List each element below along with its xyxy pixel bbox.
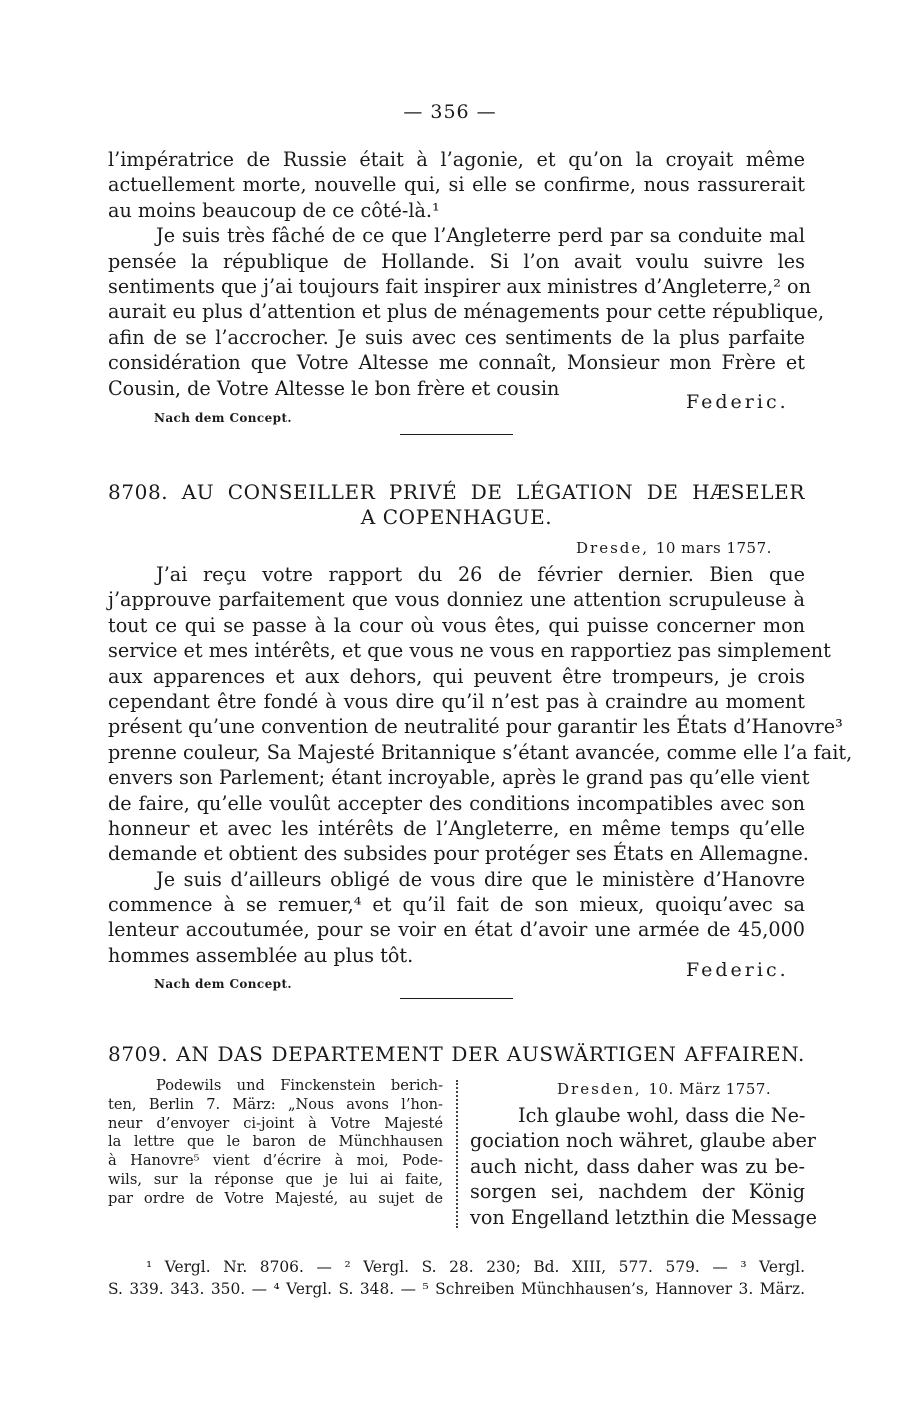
text-line: commence à se remuer,⁴ et qu’il fait de son mieux, quoiqu’avec sa [108, 893, 805, 917]
page-number: — 356 — [403, 101, 497, 123]
text-line: auch nicht, dass daher was zu be- [470, 1154, 805, 1178]
continuation-text [108, 147, 825, 401]
text-line: la lettre que le baron de Münchhausen [108, 1133, 443, 1151]
dateline-place: Dresden, [557, 1080, 642, 1098]
dateline-place: Dresde, [576, 539, 650, 557]
text-line: Je suis d’ailleurs obligé de vous dire que le ministère d’Hanovre [156, 867, 805, 891]
text-line: wils, sur la réponse que je lui ai faite, [108, 1170, 443, 1188]
footnotes [108, 1256, 805, 1300]
text-line: afin de se l’accrocher. Je suis avec ces sentiments de la plus parfaite [108, 325, 805, 349]
dateline-date: 10. März 1757. [648, 1080, 772, 1098]
text-line: de faire, qu’elle voulût accepter des conditions incompatibles avec son [108, 791, 805, 815]
dateline [576, 539, 772, 557]
text-line: considération que Votre Altesse me connaît, Monsieur mon Frère et [108, 351, 805, 375]
text-line: neur d’envoyer ci-joint à Votre Majesté [108, 1114, 443, 1132]
text-line: hommes assemblée au plus tôt. [108, 943, 414, 967]
text-line: Ich glaube wohl, dass die Ne- [518, 1104, 806, 1127]
dateline-date: 10 mars 1757. [655, 539, 772, 557]
heading-line: 8709. AN DAS DEPARTEMENT DER AUSWÄRTIGEN AFFAIREN. [108, 1042, 805, 1066]
text-line: Podewils und Finckenstein berich- [156, 1077, 443, 1094]
footnote-line: S. 339. 343. 350. — ⁴ Vergl. S. 348. — ⁵ Schreiben Münchhausen’s, Hannover 3. März. [108, 1280, 805, 1298]
text-line: sorgen sei, nachdem der König [470, 1180, 805, 1204]
text-line: gociation noch währet, glaube aber [470, 1129, 816, 1153]
text-line: sentiments que j’ai toujours fait inspirer aux ministres d’Angleterre,² on [108, 274, 811, 298]
letter-body [108, 562, 853, 968]
text-line: cependant être fondé à vous dire qu’il n’est pas à craindre au moment [108, 689, 805, 713]
section-rule [400, 434, 513, 435]
text-line: demande et obtient des subsides pour protéger ses États en Allemagne. [108, 842, 809, 866]
left-column-report [108, 1077, 443, 1209]
text-line: j’approuve parfaitement que vous donniez une attention scrupuleuse à [108, 588, 805, 612]
text-line: von Engelland letzthin die Message [470, 1205, 817, 1229]
text-line: service et mes intérêts, et que vous ne vous en rapportiez pas simplement [108, 639, 831, 663]
letter-heading [108, 1042, 805, 1067]
right-column-reply [470, 1103, 817, 1230]
text-line: aurait eu plus d’attention et plus de ménagements pour cette république, [108, 300, 825, 324]
text-line: présent qu’une convention de neutralité pour garantir les États d’Hanovre³ [108, 715, 843, 739]
text-line: J’ai reçu votre rapport du 26 de février dernier. Bien que [156, 563, 805, 586]
text-line: Cousin, de Votre Altesse le bon frère et cousin [108, 376, 560, 400]
text-line: pensée la république de Hollande. Si l’on avait voulu suivre les [108, 249, 805, 273]
footnote-line: ¹ Vergl. Nr. 8706. — ² Vergl. S. 28. 230; Bd. XIII, 577. 579. — ³ Vergl. [146, 1258, 805, 1276]
text-line: Je suis très fâché de ce que l’Angleterre perd par sa conduite mal [156, 224, 805, 248]
dateline [557, 1080, 771, 1098]
text-line: actuellement morte, nouvelle qui, si elle se confirme, nous rassurerait [108, 173, 805, 197]
section-rule [400, 998, 513, 999]
letter-heading [108, 480, 805, 530]
text-line: l’impératrice de Russie était à l’agonie, et qu’on la croyait même [108, 148, 805, 171]
text-line: tout ce qui se passe à la cour où vous êtes, qui puisse concerner mon [108, 613, 805, 637]
text-line: à Hanovre⁵ vient d’écrire à moi, Pode- [108, 1152, 443, 1170]
signature: Federic. [686, 959, 789, 981]
source-note: Nach dem Concept. [154, 411, 292, 425]
column-divider [456, 1080, 458, 1228]
text-line: prenne couleur, Sa Majesté Britannique s’étant avancée, comme elle l’a fait, [108, 740, 853, 764]
text-line: lenteur accoutumée, pour se voir en état d’avoir une armée de 45,000 [108, 918, 805, 942]
text-line: aux apparences et aux dehors, qui peuvent être trompeurs, je crois [108, 664, 805, 688]
text-line: honneur et avec les intérêts de l’Angleterre, en même temps qu’elle [108, 816, 805, 840]
heading-line: A COPENHAGUE. [360, 505, 553, 529]
signature: Federic. [686, 391, 789, 413]
text-line: par ordre de Votre Majesté, au sujet de [108, 1189, 443, 1207]
heading-line: 8708. AU CONSEILLER PRIVÉ DE LÉGATION DE HÆSELER [108, 480, 805, 504]
text-line: au moins beaucoup de ce côté-là.¹ [108, 198, 440, 222]
source-note: Nach dem Concept. [154, 977, 292, 991]
text-line: envers son Parlement; étant incroyable, après le grand pas qu’elle vient [108, 766, 810, 790]
text-line: ten, Berlin 7. März: „Nous avons l’hon- [108, 1095, 443, 1113]
